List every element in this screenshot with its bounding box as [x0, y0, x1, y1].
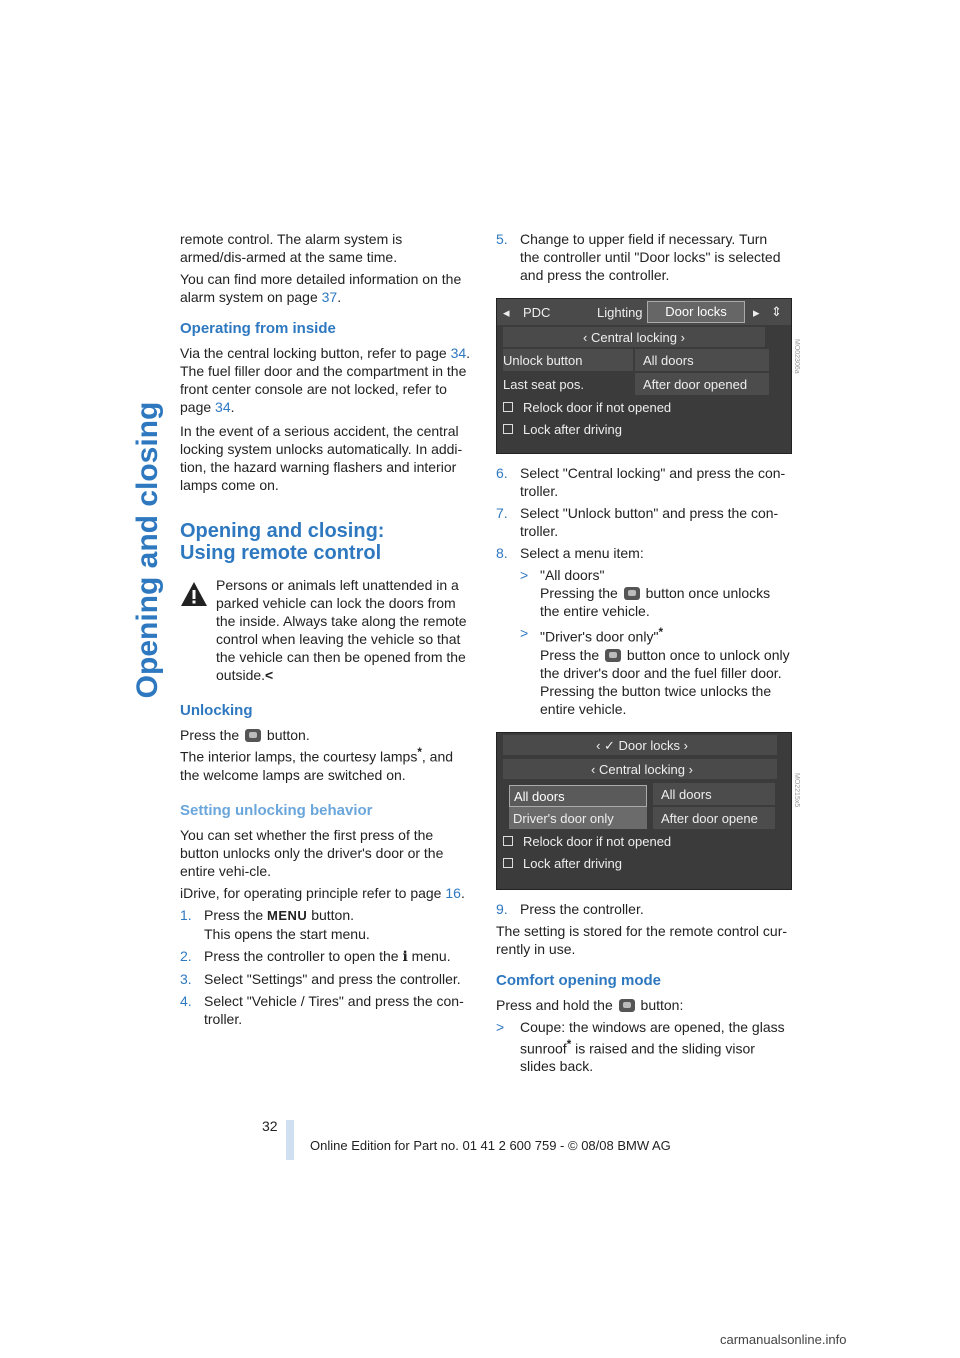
scroll-icon: ⇕ — [771, 304, 782, 319]
central-locking-label: ‹ Central locking › — [583, 330, 685, 345]
warning-note — [180, 576, 472, 684]
heading-setting-unlocking: Setting unlocking behavior — [180, 801, 373, 819]
paragraph: Via the central locking button, refer to page 34. The fuel filler door and the compartment in the front center console are not locked, refer to page 34. — [180, 345, 471, 415]
info-menu-icon: i — [402, 948, 408, 965]
tab-pdc: PDC — [523, 305, 551, 320]
menu-last-seat-pos: Last seat pos. — [503, 377, 584, 392]
step-item: 7. Select "Unlock button" and press the con-troller. — [496, 505, 779, 539]
image-code: MO02306a — [793, 339, 800, 374]
menu-item-all-doors: All doors — [509, 785, 647, 807]
watermark: carmanualsonline.info — [720, 1332, 847, 1347]
left-column — [180, 230, 472, 1032]
page-link[interactable]: 34 — [450, 345, 467, 361]
bullet-item: > "All doors" Pressing the button once unlocks the entire vehicle. — [520, 567, 771, 619]
checkbox-lock-after-driving: Lock after driving — [503, 855, 622, 873]
paragraph: remote control. The alarm system is armed/dis-armed at the same time. — [180, 231, 403, 265]
checkbox-lock-after-driving: Lock after driving — [503, 421, 622, 439]
warning-icon — [180, 580, 208, 608]
paragraph: The interior lamps, the courtesy lamps*, and the welcome lamps are switched on. — [180, 746, 454, 783]
idrive-screen-door-locks — [496, 298, 800, 454]
step-item: 4. Select "Vehicle / Tires" and press the con-troller. — [180, 992, 464, 1027]
value-all-doors: All doors — [661, 786, 712, 802]
heading-unlocking: Unlocking — [180, 702, 253, 719]
heading-remote-control: Opening and closing: Using remote control — [180, 520, 385, 564]
menu-button-icon: MENU — [267, 907, 308, 923]
central-locking-label: ‹ Central locking › — [591, 761, 693, 777]
car-icon: ✓ — [604, 737, 615, 753]
page-number: 32 — [262, 1118, 278, 1134]
page-link[interactable]: 37 — [321, 289, 338, 305]
page-link[interactable]: 34 — [215, 399, 231, 415]
checkbox-relock-door: Relock door if not opened — [503, 833, 671, 851]
warning-text: the inside. Always take along the remote control when leaving the vehicle so that the vehicle can then be opened from the outside.< — [216, 613, 467, 683]
unlock-button-icon — [605, 649, 621, 662]
step-item: 5. Change to upper field if necessary. Turn the controller until "Door locks" is selected and press the controller. — [496, 231, 781, 283]
unlock-button-icon — [624, 587, 640, 600]
unlock-button-icon — [245, 729, 261, 742]
section-title-text: Opening and closing — [131, 401, 164, 699]
step-item: 9. Press the controller. — [496, 900, 644, 917]
menu-unlock-button: Unlock button — [503, 353, 583, 368]
right-column — [496, 230, 800, 1079]
idrive-screen-central-locking — [496, 732, 800, 890]
paragraph: iDrive, for operating principle refer to page 16. — [180, 884, 465, 901]
paragraph: The setting is stored for the remote control cur-rently in use. — [496, 922, 788, 957]
step-item: 2. Press the controller to open the i menu. — [180, 947, 451, 965]
checkbox-relock-door: Relock door if not opened — [503, 399, 671, 417]
tab-door-locks: Door locks — [647, 301, 745, 323]
image-code: MO2215x5 — [793, 772, 800, 807]
heading-operating-inside: Operating from inside — [180, 320, 336, 337]
tab-lighting: Lighting — [597, 305, 643, 320]
door-locks-label: ‹ ✓ Door locks › — [596, 737, 688, 753]
paragraph: You can find more detailed information on the alarm system on page 37. — [180, 271, 462, 305]
step-item: 1. Press the MENU button. This opens the start menu. — [180, 906, 370, 942]
step-item: 8. Select a menu item: — [496, 545, 644, 561]
page-link[interactable]: 16 — [445, 884, 461, 901]
footer-edition: Online Edition for Part no. 01 41 2 600 759 - © 08/08 BMW AG — [310, 1138, 671, 1153]
paragraph: Press and hold the button: — [496, 996, 684, 1013]
unlock-button-icon — [619, 999, 635, 1012]
footer-accent-bar — [286, 1120, 294, 1160]
chevron-left-icon: ◂ — [503, 305, 510, 320]
warning-text: Persons or animals left unattended in a parked vehicle can lock the doors from — [216, 577, 459, 611]
value-all-doors: All doors — [643, 353, 694, 368]
section-title-vertical — [128, 230, 168, 870]
step-item: 3. Select "Settings" and press the controller. — [180, 970, 461, 987]
bullet-item: > Coupe: the windows are opened, the glass sunroof* is raised and the sliding visor slides back. — [496, 1018, 785, 1075]
step-item: 6. Select "Central locking" and press the con-troller. — [496, 465, 786, 499]
paragraph: Press the button. — [180, 727, 310, 743]
value-after-door-opened: After door opene — [661, 810, 758, 826]
heading-comfort-opening: Comfort opening mode — [496, 971, 661, 989]
chevron-right-icon: ▸ — [753, 305, 760, 320]
paragraph: You can set whether the first press of the button unlocks only the driver's door or the entire vehi-cle. — [180, 826, 444, 879]
menu-item-drivers-door: Driver's door only — [509, 807, 647, 829]
paragraph: In the event of a serious accident, the central locking system unlocks automatically. In addi-tion, the hazard warning flashers and interior lamps come on. — [180, 423, 463, 493]
value-after-door-opened: After door opened — [643, 377, 748, 392]
bullet-item: > "Driver's door only"* Press the button once to unlock only the driver's door and the fuel filler door. Pressing the button twice unlocks the entire vehicle. — [520, 625, 790, 717]
